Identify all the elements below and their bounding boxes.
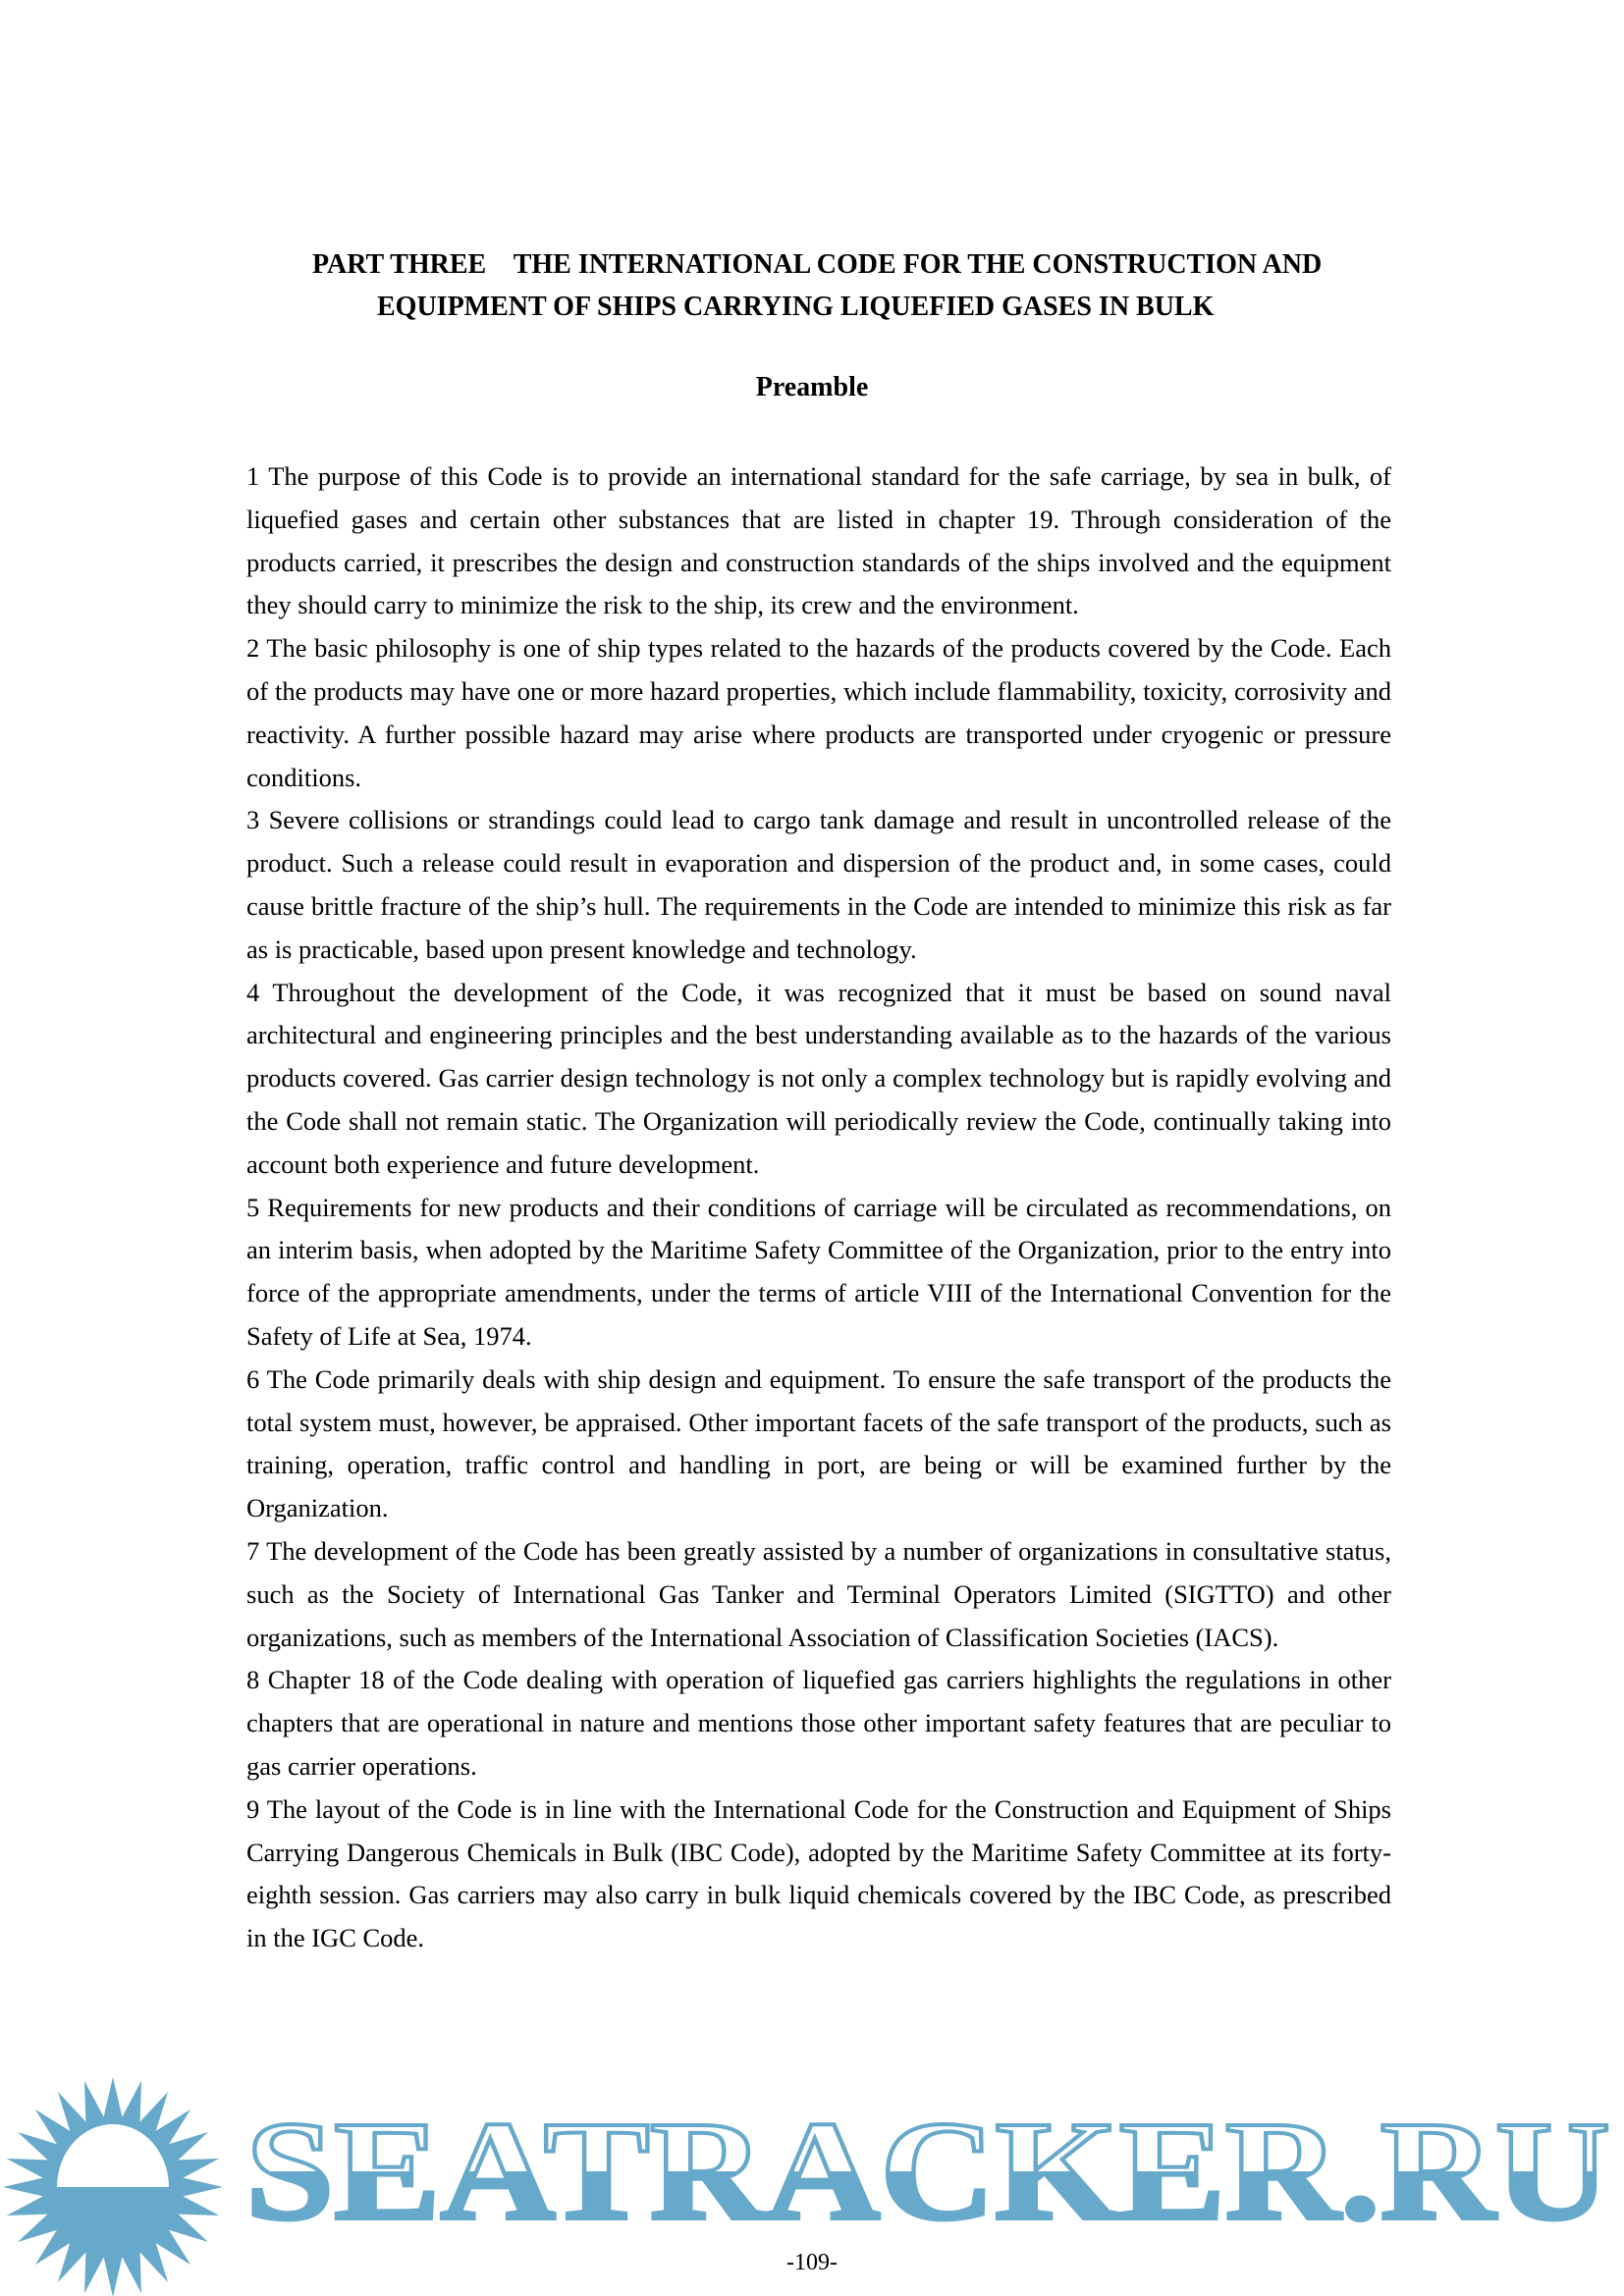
title-line-1 — [312, 243, 1392, 286]
document-body — [246, 455, 1391, 1960]
watermark-text: SEATRACKER.RU — [245, 2093, 1610, 2250]
section-title: Preamble — [755, 372, 869, 402]
paragraph: 7 The development of the Code has been greatly assisted by a number of organizations in consultative status, such as the Society of International Gas Tanker and Terminal Operators Limited (SIGTTO) and other organizations, such as members of the International Association of Classification Societies (IACS). — [246, 1535, 1391, 1652]
paragraph: 3 Severe collisions or strandings could lead to cargo tank damage and result in uncontrolled release of the product. Such a release could result in evaporation and dispersion of the product and, in some cases, could cause brittle fracture of the ship’s hull. The requirements in the Code are intended to minimize this risk as far as is practicable, based upon present knowledge and technology. — [246, 805, 1391, 964]
paragraph: 6 The Code primarily deals with ship design and equipment. To ensure the safe transport of the products the total system must, however, be appraised. Other important facets of the safe transport of the products, such as training, operation, traffic control and handling in port, are being or will be examined further by the Organization. — [246, 1363, 1391, 1523]
paragraph: 4 Throughout the development of the Code, it was recognized that it must be based on sound naval architectural and engineering principles and the best understanding available as to the hazards of the various products covered. Gas carrier design technology is not only a complex technology but is rapidly evolving and the Code shall not remain static. The Organization will periodically review the Code, continually taking into account both experience and future development. — [246, 977, 1391, 1179]
paragraph: 2 The basic philosophy is one of ship types related to the hazards of the products covered by the Code. Each of the products may have one or more hazard properties, which include flammability, toxicity, corrosivity and reactivity. A further possible hazard may arise where products are transported under cryogenic or pressure conditions. — [246, 633, 1391, 792]
title-line-2: EQUIPMENT OF SHIPS CARRYING LIQUEFIED GASES IN BULK — [377, 292, 1215, 322]
paragraph: 5 Requirements for new products and their conditions of carriage will be circulated as recommendations, on an interim basis, when adopted by the Maritime Safety Committee of the Organization, prior to the entry into force of the appropriate amendments, under the terms of article VIII of the International Convention for the Safety of Life at Sea, 1974. — [246, 1192, 1391, 1351]
paragraph: 8 Chapter 18 of the Code dealing with operation of liquefied gas carriers highlights the regulations in other chapters that are operational in nature and mentions those other important safety features that are peculiar to gas carrier operations. — [246, 1665, 1391, 1781]
page-number: -109- — [786, 2250, 838, 2275]
paragraph: 1 The purpose of this Code is to provide an international standard for the safe carriage, by sea in bulk, of liquefied gases and certain other substances that are listed in chapter 19. Through consideration of the products carried, it prescribes the design and construction standards of the ships involved and the equipment they should carry to minimize the risk to the ship, its crew and the environment. — [246, 461, 1391, 620]
part-label: PART THREE — [312, 249, 487, 280]
title-text-1: THE INTERNATIONAL CODE FOR THE CONSTRUCTION AND — [513, 249, 1323, 280]
paragraph: 9 The layout of the Code is in line with the International Code for the Construction and Equipment of Ships Carrying Dangerous Chemicals in Bulk (IBC Code), adopted by the Maritime Safety Committee at its forty-eighth session. Gas carriers may also carry in bulk liquid chemicals covered by the IBC Code, as prescribed in the IGC Code. — [246, 1793, 1391, 1953]
